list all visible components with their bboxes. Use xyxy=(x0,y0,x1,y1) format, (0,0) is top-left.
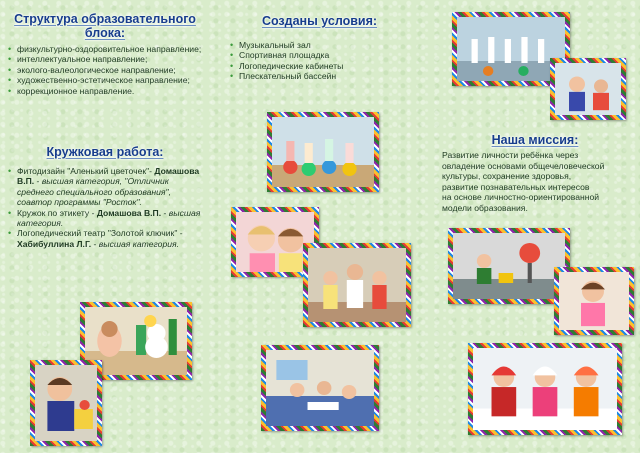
list-item: • интеллектуальное направление; xyxy=(8,54,148,65)
photo-classroom xyxy=(261,345,379,431)
classroom-image xyxy=(266,350,374,426)
winter-kids-image xyxy=(473,348,617,430)
list-item: • Кружок по этикету - Домашова В.П. - высшая категория. xyxy=(8,207,201,229)
list-item: • Плескательный бассейн xyxy=(230,71,337,82)
bullet-icon: • xyxy=(230,60,234,71)
bullet-icon: • xyxy=(230,50,234,61)
circle-work-list xyxy=(8,166,204,249)
photo-children-craft-room xyxy=(550,58,626,120)
photo-winter-kids xyxy=(468,343,622,435)
bullet-icon: • xyxy=(8,207,12,218)
conditions-list xyxy=(230,40,420,82)
column-mission xyxy=(428,0,640,453)
list-item: • Логопедические кабинеты xyxy=(230,60,344,71)
structure-list xyxy=(8,44,204,96)
list-item: • художественно-эстетическое направление; xyxy=(8,75,190,86)
children-group-image xyxy=(308,248,406,322)
column-conditions xyxy=(213,0,426,453)
list-item: • коррекционное направление. xyxy=(8,85,135,96)
circle-work-heading: Кружковая работа: xyxy=(46,145,164,159)
mission-text: Развитие личности ребёнка через овладение основами общечеловеческой культуры, сохранение здоровья, развитие познавательных интересов на основе личностно-ориентированной модели образования. xyxy=(442,150,605,213)
bullet-icon: • xyxy=(8,228,12,239)
bullet-icon: • xyxy=(230,40,234,50)
photo-sports-hall xyxy=(267,112,379,192)
list-item: • Музыкальный зал xyxy=(230,40,311,50)
craft-room-image xyxy=(555,63,621,115)
list-item: • Спортивная площадка xyxy=(230,50,330,61)
bullet-icon: • xyxy=(8,44,12,54)
mission-heading: Наша миссия: xyxy=(491,133,579,147)
sports-hall-image xyxy=(272,117,374,187)
girl-pink-image xyxy=(559,272,629,330)
list-item: • Фитодизайн "Аленький цветочек"- Домашова В.П. - высшая категория, "Отличник среднего специального образования", соавтор программы "Росток". xyxy=(8,166,200,208)
bullet-icon: • xyxy=(8,85,12,96)
list-item: • Логопедический театр "Золотой ключик" - Хабибуллина Л.Г. - высшая категория. xyxy=(8,228,183,249)
road-safety-image xyxy=(453,233,565,299)
photo-girl-pink xyxy=(554,267,634,335)
photo-road-safety xyxy=(448,228,570,304)
bullet-icon: • xyxy=(8,75,12,86)
column-structure xyxy=(0,0,210,453)
bullet-icon: • xyxy=(8,64,12,75)
bullet-icon: • xyxy=(8,166,12,176)
bullet-icon: • xyxy=(8,54,12,65)
child-playing-image xyxy=(35,365,97,441)
stage-performance-image xyxy=(457,17,565,81)
bullet-icon: • xyxy=(230,71,234,82)
list-item: • эколого-валеологическое направление; xyxy=(8,64,176,75)
structure-heading: Структура образовательного блока: xyxy=(14,12,196,40)
photo-children-group xyxy=(303,243,411,327)
conditions-heading: Созданы условия: xyxy=(261,14,378,28)
photo-child-playing xyxy=(30,360,102,446)
list-item: • физкультурно-оздоровительное направление; xyxy=(8,44,202,54)
